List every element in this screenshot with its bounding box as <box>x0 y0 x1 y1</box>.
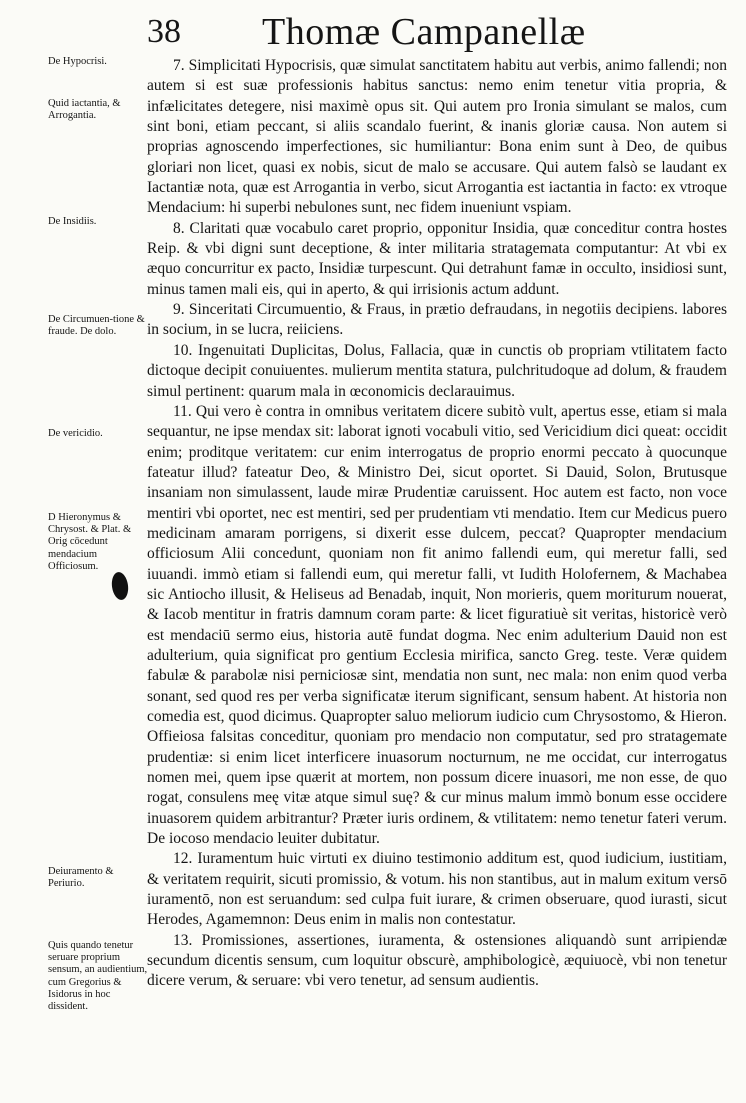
paragraph-12: 12. Iuramentum huic virtuti ex diuino testimonio additum est, quod iudicium, iustitiam, & veritatem requirit, sicuti promissio, & votum. his non stantibus, aut in malum exitum versō iuramentō, non est seruandum: sed culpa fuit iurare, & crimen obseruare, quod iurasti, sicut Herodes, Agamemnon: Deus enim in malis non contestatur. <box>147 850 727 929</box>
paragraph-7: 7. Simplicitati Hypocrisis, quæ simulat sanctitatem habitu aut verbis, animo fallendi; non autem si est suæ professionis habitus sanctus: nemo enim tenetur vitia propria, & infælicitates detegere, nisi maximè opus sit. Qui autem pro Ironia simulant se malos, cum sint boni, etiam peccant, si aliis scandalo fuerint, & inanis gloriæ causa. Non autem si proprias agnoscendo imperfectiones, sic humiliantur: Bona enim sunt à Deo, de quibus gloriari non licet, quasi ex nobis, sicut de malo se accusare. Qui autem falsò se laudant ex Iactantiæ nota, quæ est Arrogantia in verbo, sicut Arrogantia est iactantia in facto: ex vtroque Mendacium: hi superbi nebulones sunt, nec fidem inueniunt vspiam. <box>147 57 727 217</box>
sidenote-sensum: Quis quando tenetur seruare proprium sensum, an audientium, cum Gregorius & Isidorus in hoc dissident. <box>48 940 148 1013</box>
paragraph-13: 13. Promissiones, assertiones, iuramenta, & ostensiones aliquandò sunt arripiendæ secundum dicentis sensum, cum loquitur obscurè, amphibologicè, æquiuocè, vbi non tenetur dicere verum, & seruare: vbi vero tenetur, ad sensum audientis. <box>147 931 727 990</box>
sidenote-vericidio: De vericidio. <box>48 428 103 439</box>
margin-notes <box>0 0 148 1103</box>
sidenote-hypocrisis: De Hypocrisi. <box>48 56 107 67</box>
paragraph-8: 8. Claritati quæ vocabulo caret proprio, opponitur Insidia, quæ conceditur contra hostes Reip. & vbi digni sunt deceptione, & inter militaria stratagemata computantur: At vbi ex æquo concurritur ex pacto, Insidiæ turpescunt. Qui detrahunt famæ in occulto, insidiosi sunt, minus tamen mali eis, qui in aperto, & qui irrisionis actum addunt. <box>147 219 727 298</box>
sidenote-hieronymus: D Hieronymus & Chrysost. & Plat. & Orig cōcedunt mendacium Officiosum. <box>48 512 132 572</box>
running-title: Thomæ Campanellæ <box>262 11 586 53</box>
sidenote-insidiis: De Insidiis. <box>48 216 97 227</box>
paragraph-10: 10. Ingenuitati Duplicitas, Dolus, Fallacia, quæ in cunctis ob propriam vtilitatem facto dictoque decipit conuiuentes. mulierum mentita statura, pulchritudoque ad dolum, & fraudem simul pertinent: quarum mala in œconomicis declarauimus. <box>147 341 727 400</box>
sidenote-circumuentione: De Circumuen-tione & fraude. De dolo. <box>48 314 145 338</box>
page-number: 38 <box>147 13 181 50</box>
paragraph-9: 9. Sinceritati Circumuentio, & Fraus, in prætio defraudans, in negotiis decipiens. labores in socium, in se lucra, reiiciens. <box>147 301 727 339</box>
sidenote-iactantia: Quid iactantia, & Arrogantia. <box>48 98 121 122</box>
sidenote-iuramento: Deiuramento & Periurio. <box>48 866 114 890</box>
main-text <box>147 56 727 992</box>
paragraph-11: 11. Qui vero è contra in omnibus veritatem dicere subitò vult, apertus esse, etiam si mala sequantur, ne ipse mendax sit: laborat ignoti vocabuli vitio, sed Vericidium dici queat: occidit enim; proditque veritatem: cur enim interrogatus de proprio enormi peccato à quocunque fateatur illud? fateatur Deo, & Ministro Dei, sicut oportet. Si Dauid, Solon, Brutusque insaniam non simulassent, laude miræ Prudentiæ caruissent. Hoc autem est facto, non voce mentiri vbi oportet, nec est mentiri, sed per prudentiam vti mendatio. Item cur Medicus puero medicinam amaram porrigens, si dixerit esse dulcem, peccat? Quapropter mendacium officiosum Alii concedunt, quoniam non fit animo fallendi eum, qui meretur falli, sed iuuandi. immò etiam si fallendi eum, qui meretur falli, vt Iudith Holofernem, & Machabea sic Antiocho illusit, & Heliseus ad Benadab, inquit, Non morieris, quem moriturum nouerat, & Iacob mentitur in fratris damnum coram parte: & licet figuratiuè sit veritas, historicè verò est mendaciū sermo eius, historia autē fundat dogma. Nec enim adulterium Dauid non est adulterium, quia significat pro gentium Ecclesia mirifica, sancto Greg. teste. Veræ quidem fabulæ & parabolæ nisi perniciosæ sint, mendatia non sunt, nec mala: non enim quod verba sonant, sed quod res per verba significatæ iterum significant, sensum habent. At historia non comedia est, quod dicimus. Quapropter saluo meliorum iudicio cum Chrysostomo, & Hieron. Offieiosa falsitas conceditur, quoniam pro mendacio non computatur, sed pro stratagemate prudentiæ: si enim licet interficere inuasorum nocturnum, ne me occidat, cur interrogatus nomen mei, quem ipse quærit at mortem, non possum dicere inuasori, me non esse, de quo rogat, consulens meę vitæ atque simul suę? & cur minus malum immò bonum esse occidere inuasorem quidem arbitrantur? Præter iuris ordinem, & vtilitatem: nemo tenetur fateri verum. De iocoso mendacio leuiter dubitatur. <box>147 402 727 848</box>
